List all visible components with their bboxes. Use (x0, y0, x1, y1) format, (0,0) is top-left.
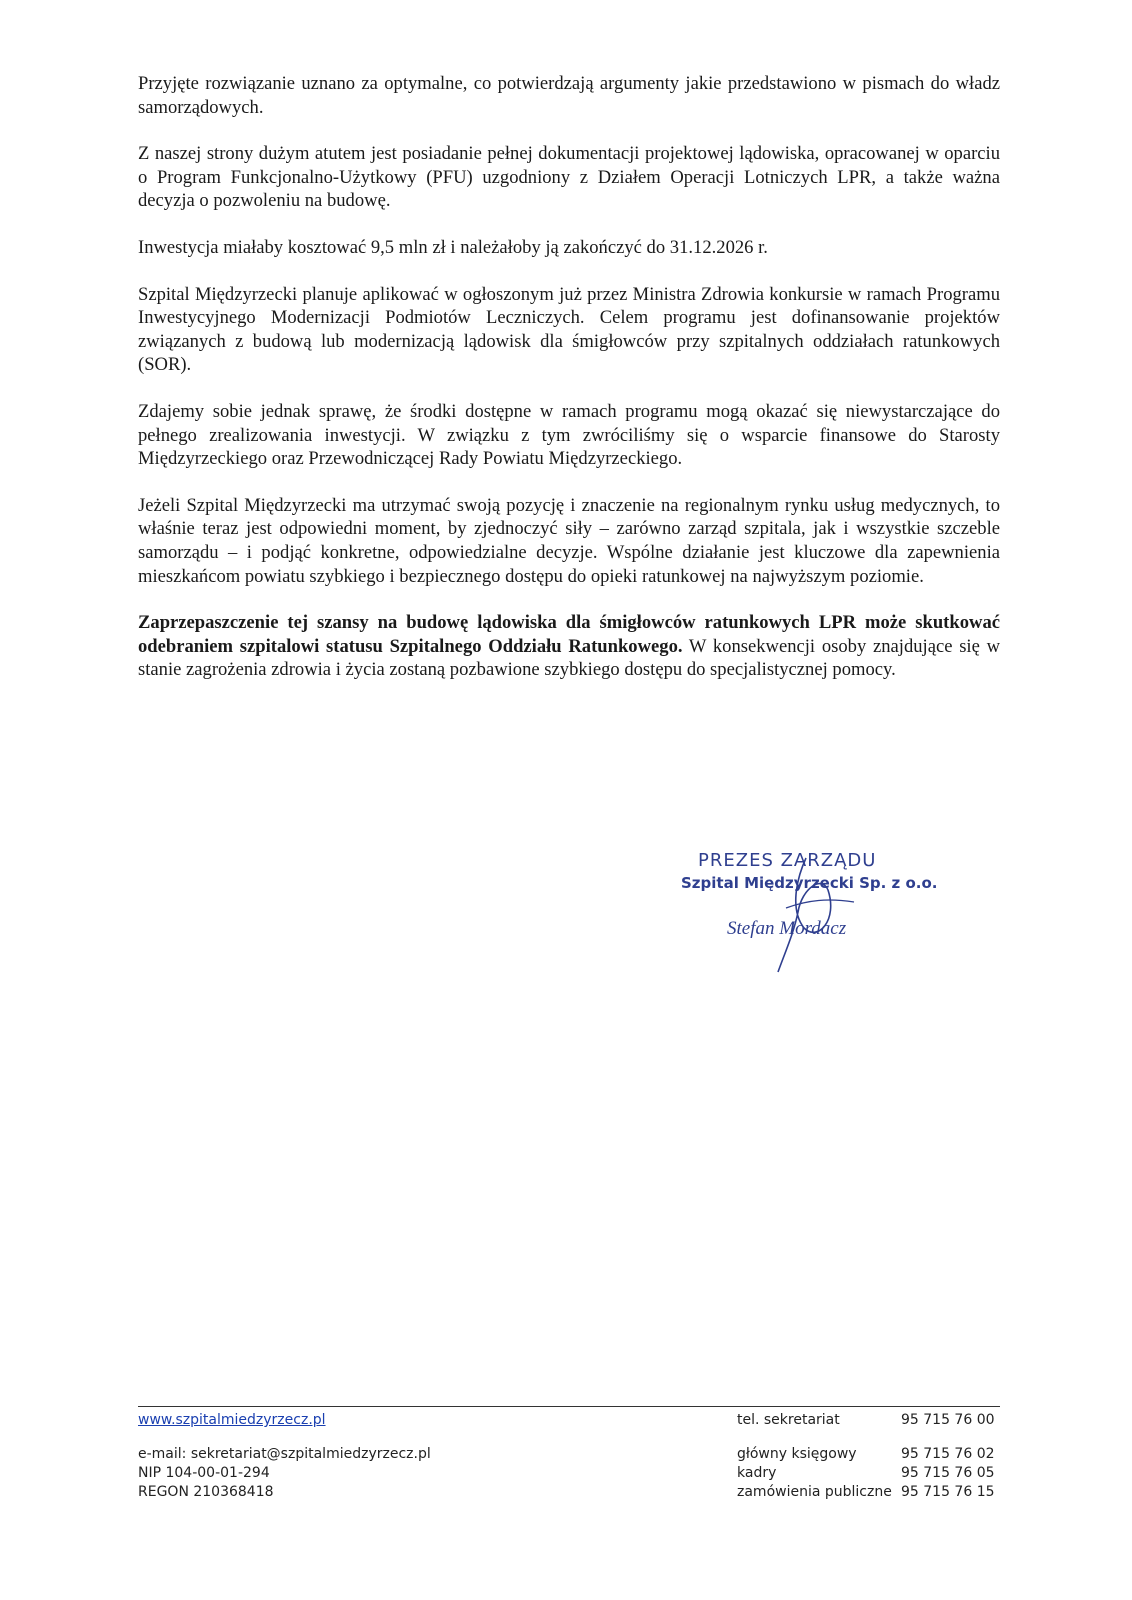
warning-bold-text: Zaprzepaszczenie tej szansy na budowę lądowiska dla śmigłowców ratunkowych LPR może skutkować odebraniem szpitalowi statusu Szpitalnego Oddziału Ratunkowego. (138, 612, 1000, 657)
paragraph-2: Z naszej strony dużym atutem jest posiadanie pełnej dokumentacji projektowej lądowiska, opracowanej w oparciu o Program Funkcjonalno-Użytkowy (PFU) uzgodniony z Działem Operacji Lotniczych LPR, a także ważna decyzja o pozwoleniu na budowę. (138, 143, 1000, 212)
paragraph-5: Zdajemy sobie jednak sprawę, że środki dostępne w ramach programu mogą okazać się niewystarczające do pełnego zrealizowania inwestycji. W związku z tym zwróciliśmy się o wsparcie finansowe do Starosty Międzyrzeckiego oraz Przewodniczącej Rady Powiatu Międzyrzeckiego. (138, 400, 1000, 470)
contact-label: zamówienia publiczne (737, 1484, 892, 1500)
paragraph-4: Szpital Międzyrzecki planuje aplikować w ogłoszonym już przez Ministra Zdrowia konkursie w ramach Programu Inwestycyjnego Modernizacji Podmiotów Leczniczych. Celem programu jest dofinansowanie projektów związanych z budową lub modernizacją lądowisk dla śmigłowców przy szpitalnych oddziałach ratunkowych (SOR). (138, 283, 1000, 376)
paragraph-6: Jeżeli Szpital Międzyrzecki ma utrzymać swoją pozycję i znaczenie na regionalnym rynku usług medycznych, to właśnie teraz jest odpowiedni moment, by zjednoczyć siły – zarówno zarząd szpitala, jak i wszystkie szczeble samorządu – i podjąć konkretne, odpowiedzialne decyzje. Wspólne działanie jest kluczowe dla zapewnienia mieszkańcom powiatu szybkiego i bezpiecznego dostępu do opieki ratunkowej na najwyższym poziomie. (138, 494, 1000, 587)
website-link[interactable]: www.szpitalmiedzyrzecz.pl (138, 1412, 326, 1428)
regon-text: REGON 210368418 (138, 1484, 274, 1500)
nip-text: NIP 104-00-01-294 (138, 1465, 270, 1481)
consequence-text: W konsekwencji osoby znajdujące się w stanie zagrożenia zdrowia i życia zostaną pozbawione szybkiego dostępu do specjalistycznej pomocy. (138, 635, 1001, 681)
stamp-name: Stefan Mordacz (727, 918, 847, 939)
stamp-title: PREZES ZARZĄDU (698, 850, 877, 871)
contact-number: 95 715 76 15 (901, 1484, 995, 1500)
paragraph-3: Inwestycja miałaby kosztować 9,5 mln zł i należałoby ją zakończyć do 31.12.2026 r. (138, 236, 768, 258)
email-text: e-mail: sekretariat@szpitalmiedzyrzecz.pl (138, 1446, 431, 1462)
contact-number: 95 715 76 02 (901, 1446, 995, 1462)
contact-label: główny księgowy (737, 1446, 857, 1462)
contact-number: 95 715 76 00 (901, 1412, 995, 1428)
stamp-organization: Szpital Międzyrzecki Sp. z o.o. (681, 874, 938, 892)
paragraph-1: Przyjęte rozwiązanie uznano za optymalne, co potwierdzają argumenty jakie przedstawiono w pismach do władz samorządowych. (138, 73, 1000, 118)
contact-number: 95 715 76 05 (901, 1465, 995, 1481)
contact-label: tel. sekretariat (737, 1412, 840, 1428)
contact-label: kadry (737, 1465, 777, 1481)
